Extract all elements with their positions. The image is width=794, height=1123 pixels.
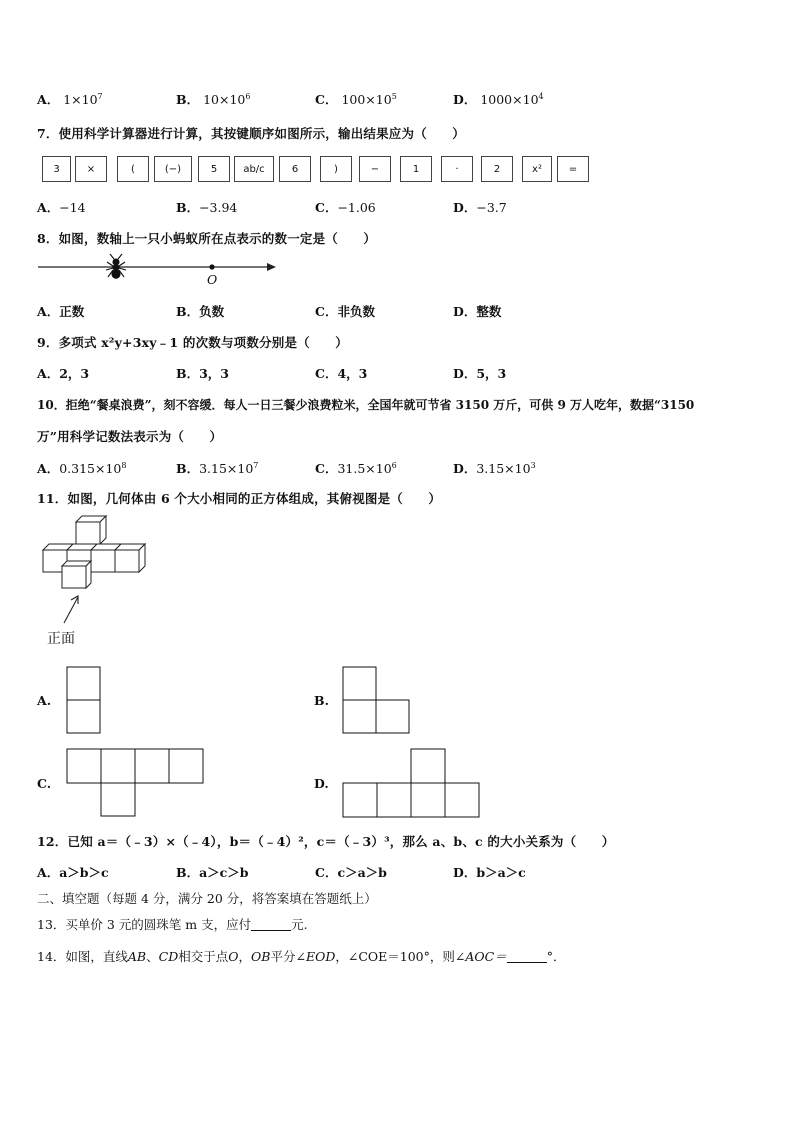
q11-option-c-figure[interactable] [66,748,206,818]
q9-option-a[interactable]: A．2，3 [37,366,90,381]
q14-line: 14．如图，直线AB、CD相交于点O，OB平分∠EOD，∠COE＝100°，则∠AOC＝ °． [37,949,566,964]
q11-option-a-label[interactable]: A. [37,693,52,708]
q6-option-c[interactable]: C． $100\times 10^5$ [315,92,397,107]
calc-key: 5 [198,156,230,182]
q12-option-d[interactable]: D．b＞a＞c [453,865,526,880]
calc-key: 2 [481,156,513,182]
q8-option-a[interactable]: A．正数 [37,304,85,319]
answer-blank[interactable] [507,950,547,963]
q13-line: 13．买单价 3 元的圆珠笔 m 支，应付 元. [37,917,308,932]
q9-option-d[interactable]: D．5，3 [453,366,507,381]
calc-key: = [557,156,589,182]
q6-option-a[interactable]: A． $1\times 10^7$ [37,92,103,107]
origin-label: O [207,272,218,287]
cube-solid-figure [38,514,162,626]
q9-option-b[interactable]: B．3，3 [176,366,229,381]
q10-option-c[interactable]: C．$31.5\times 10^6$ [315,461,397,476]
q11-option-b-figure[interactable] [342,666,412,736]
ant-icon [106,254,126,278]
q10-option-b[interactable]: B．$3.15\times 10^7$ [176,461,259,476]
calc-key: 6 [279,156,311,182]
number-line-figure [36,253,286,289]
q8-stem: 8．如图，数轴上一只小蚂蚁所在点表示的数一定是（ ） [37,231,377,246]
q9-stem: 9．多项式 x²y+3xy﹣1 的次数与项数分别是（ ） [37,335,348,350]
q7-option-b[interactable]: B．−3.94 [176,200,238,215]
q11-option-d-figure[interactable] [342,748,482,820]
q8-option-d[interactable]: D．整数 [453,304,502,319]
calc-key: 1 [400,156,432,182]
q7-option-d[interactable]: D．−3.7 [453,200,507,215]
q12-option-c[interactable]: C．c＞a＞b [315,865,387,880]
q10-option-a[interactable]: A．$0.315\times 10^8$ [37,461,127,476]
origin-point [209,264,214,269]
front-label: 正面 [47,631,75,647]
q10-stem-line1: 10．拒绝“餐桌浪费”，刻不容缓．每人一日三餐少浪费粒米，全国年就可节省 3150 万斤，可供 9 万人吃年，数据“3150 [37,398,695,412]
front-arrow-icon [64,596,78,623]
q11-option-a-figure[interactable] [66,666,102,736]
q7-option-c[interactable]: C．−1.06 [315,200,376,215]
q11-option-b-label[interactable]: B. [314,693,329,708]
calc-key: 3 [42,156,71,182]
q6-option-d[interactable]: D． $1000\times 10^4$ [453,92,544,107]
calc-key: ) [320,156,352,182]
q7-option-a[interactable]: A．−14 [37,200,86,215]
q9-option-c[interactable]: C．4，3 [315,366,368,381]
q10-option-d[interactable]: D．$3.15\times 10^3$ [453,461,536,476]
q8-option-c[interactable]: C．非负数 [315,304,375,319]
isometric-cubes [43,516,145,588]
q6-option-b[interactable]: B． $10\times 10^6$ [176,92,251,107]
q12-option-a[interactable]: A．a＞b＞c [37,865,109,880]
calc-key: ( [117,156,149,182]
q10-stem-line2: 万”用科学记数法表示为（ ） [37,429,223,444]
q8-option-b[interactable]: B．负数 [176,304,225,319]
calc-key: (−) [154,156,192,182]
calc-key: · [441,156,473,182]
arrow-head-icon [267,263,276,271]
q12-option-b[interactable]: B．a＞c＞b [176,865,249,880]
q11-option-d-label[interactable]: D. [314,776,329,791]
q7-stem: 7．使用科学计算器进行计算，其按键顺序如图所示，输出结果应为（ ） [37,126,465,141]
calc-key: × [75,156,107,182]
q11-option-c-label[interactable]: C. [37,776,52,791]
calc-key: ab/c [234,156,274,182]
calc-key: − [359,156,391,182]
q11-stem: 11．如图，几何体由 6 个大小相同的正方体组成，其俯视图是（ ） [37,491,442,506]
answer-blank[interactable] [251,918,291,931]
q12-stem: 12．已知 a＝（﹣3）×（﹣4），b＝（﹣4）²，c＝（﹣3）³，那么 a、b、c 的大小关系为（ ） [37,834,615,849]
section-heading: 二、填空题（每题 4 分，满分 20 分，将答案填在答题纸上） [37,891,377,906]
calc-key: x² [522,156,552,182]
